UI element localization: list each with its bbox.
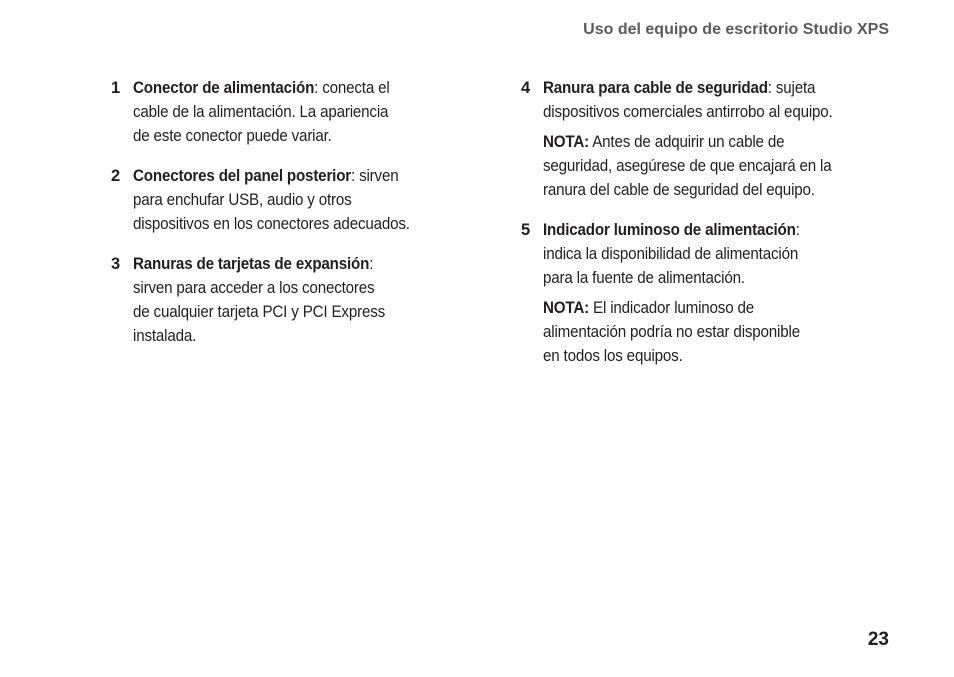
page-number: 23 [867, 629, 889, 650]
note-text: alimentación podría no estar disponible [543, 323, 800, 341]
item-number: 3 [111, 255, 121, 273]
item-term: Indicador luminoso de alimentación [543, 221, 796, 239]
list-item [111, 76, 481, 154]
first-line [543, 76, 894, 100]
item-text: instalada. [133, 327, 197, 345]
item-text: dispositivos comerciales antirrobo al equipo. [543, 103, 833, 121]
item-description [543, 76, 894, 124]
item-body [133, 164, 481, 242]
note-text: ranura del cable de seguridad del equipo. [543, 181, 815, 199]
item-term: Ranura para cable de seguridad [543, 79, 768, 97]
note-text: en todos los equipos. [543, 347, 683, 365]
note-text: seguridad, asegúrese de que encajará en la [543, 157, 832, 175]
first-line [133, 252, 479, 276]
left-column [111, 76, 481, 364]
item-number: 4 [521, 79, 531, 97]
item-body [543, 76, 896, 208]
note [543, 130, 894, 202]
item-text: : [795, 221, 800, 239]
item-description [133, 76, 479, 148]
note [543, 296, 894, 368]
right-column [521, 76, 896, 384]
item-number: 1 [111, 79, 121, 97]
item-text: indica la disponibilidad de alimentación [543, 245, 799, 263]
item-body [133, 76, 481, 154]
item-term: Conectores del panel posterior [133, 167, 352, 185]
item-description [133, 164, 479, 236]
item-text: : [369, 255, 374, 273]
note-text: Antes de adquirir un cable de [589, 133, 785, 151]
item-text: : sujeta [767, 79, 816, 97]
running-header: Uso del equipo de escritorio Studio XPS [583, 21, 889, 38]
item-text: para enchufar USB, audio y otros [133, 191, 352, 209]
item-body [543, 218, 896, 374]
item-number: 5 [521, 221, 531, 239]
item-term: Ranuras de tarjetas de expansión [133, 255, 370, 273]
item-text: dispositivos en los conectores adecuados. [133, 215, 410, 233]
item-text: cable de la alimentación. La apariencia [133, 103, 389, 121]
item-text: sirven para acceder a los conectores [133, 279, 375, 297]
first-line [133, 164, 479, 188]
list-item [111, 164, 481, 242]
list-item [111, 252, 481, 354]
item-description [133, 252, 479, 348]
note-first-line [543, 130, 894, 154]
item-term: Conector de alimentación [133, 79, 315, 97]
list-item [521, 76, 896, 208]
note-label: NOTA: [543, 299, 590, 317]
list-item [521, 218, 896, 374]
first-line [133, 76, 479, 100]
item-text: de cualquier tarjeta PCI y PCI Express [133, 303, 386, 321]
note-label: NOTA: [543, 133, 590, 151]
item-text: de este conector puede variar. [133, 127, 332, 145]
note-first-line [543, 296, 894, 320]
item-body [133, 252, 481, 354]
item-number: 2 [111, 167, 121, 185]
item-text: : sirven [351, 167, 399, 185]
item-text: para la fuente de alimentación. [543, 269, 745, 287]
first-line [543, 218, 894, 242]
item-text: : conecta el [314, 79, 390, 97]
note-text: El indicador luminoso de [589, 299, 755, 317]
item-description [543, 218, 894, 290]
